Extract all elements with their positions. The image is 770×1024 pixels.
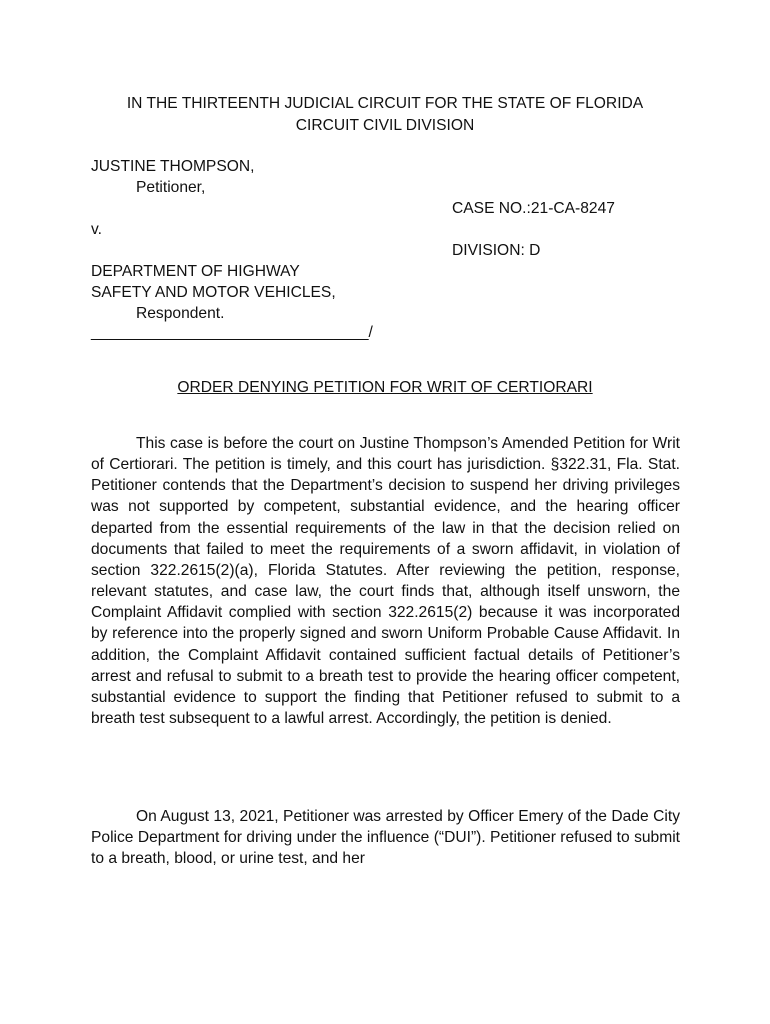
division-label: DIVISION: D <box>452 242 541 259</box>
court-name: IN THE THIRTEENTH JUDICIAL CIRCUIT FOR THE STATE OF FLORIDA <box>126 95 644 112</box>
court-division: CIRCUIT CIVIL DIVISION <box>295 116 475 134</box>
body-paragraph-1: This case is before the court on Justine Thompson’s Amended Petition for Writ of Certiorari. The petition is timely, and this court has jurisdiction. §322.31, Fla. Stat. Petitioner contends that the Department’s decision to suspend her driving privileges was not supported by competent, substantial evidence, and the hearing officer departed from the essential requirements of the law in that the decision relied on documents that failed to meet the requirements of a sworn affidavit, in violation of section 322.2615(2)(a), Florida Statutes. After reviewing the petition, response, relevant statutes, and case law, the court finds that, although itself unsworn, the Complaint Affidavit complied with section 322.2615(2) because it was incorporated by reference into the properly signed and sworn Uniform Probable Cause Affidavit. In addition, the Complaint Affidavit contained sufficient factual details of Petitioner’s arrest and refusal to submit to a breath test to provide the hearing officer competent, substantial evidence to support the finding that Petitioner refused to submit to a breath test subsequent to a lawful arrest. Accordingly, the petition is denied. <box>91 435 680 728</box>
case-number: CASE NO.:21-CA-8247 <box>452 200 615 217</box>
respondent-name-line2: SAFETY AND MOTOR VEHICLES, <box>91 284 336 301</box>
petitioner-name: JUSTINE THOMPSON, <box>91 158 255 175</box>
respondent-name-line1: DEPARTMENT OF HIGHWAY <box>91 263 300 280</box>
caption-separator: ________________________________/ <box>91 324 373 341</box>
respondent-role: Respondent. <box>136 305 225 322</box>
body-paragraph-2: On August 13, 2021, Petitioner was arrested by Officer Emery of the Dade City Police Department for driving under the influence (“DUI”). Petitioner refused to submit to a breath, blood, or urine test, and her <box>91 808 680 868</box>
petitioner-role: Petitioner, <box>136 179 206 196</box>
order-title: ORDER DENYING PETITION FOR WRIT OF CERTIORARI <box>177 379 593 396</box>
court-header <box>0 93 770 136</box>
versus-label: v. <box>91 221 102 238</box>
